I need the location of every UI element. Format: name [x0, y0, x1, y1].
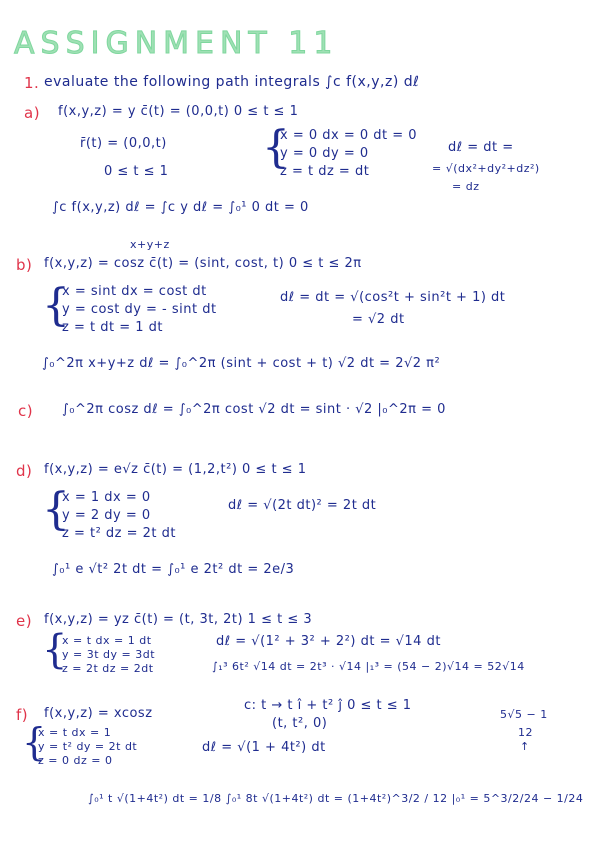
part-f-header: f(x,y,z) = xcosz: [44, 706, 153, 721]
part-d-param-y: y = 2 dy = 0: [62, 508, 151, 523]
part-a-header: f(x,y,z) = y c̄(t) = (0,0,t) 0 ≤ t ≤ 1: [58, 104, 299, 119]
part-d-label: d): [16, 462, 33, 480]
part-b-param-x: x = sint dx = cost dt: [62, 284, 207, 299]
part-a-brace: {: [262, 122, 290, 173]
part-a-result: ∫c f(x,y,z) dℓ = ∫c y dℓ = ∫₀¹ 0 dt = 0: [52, 200, 309, 215]
part-b-dl-2: = √2 dt: [352, 312, 405, 327]
part-f-brace: {: [22, 720, 47, 764]
part-a-dl-3: = dz: [452, 180, 480, 193]
part-d-result: ∫₀¹ e √t² 2t dt = ∫₀¹ e 2t² dt = 2e/3: [52, 562, 295, 577]
part-b-header: f(x,y,z) = cosz c̄(t) = (sint, cost, t) 0 ≤ t ≤ 2π: [44, 256, 362, 271]
part-f-curve: c: t → t î + t² ĵ 0 ≤ t ≤ 1: [244, 698, 412, 713]
part-d-param-z: z = t² dz = 2t dt: [62, 526, 177, 541]
part-b-param-z: z = t dt = 1 dt: [62, 320, 163, 335]
part-a-rt: r̄(t) = (0,0,t): [80, 136, 167, 151]
part-c-label: c): [18, 402, 34, 420]
part-a-dl-1: dℓ = dt =: [448, 140, 514, 155]
part-b-dl-1: dℓ = dt = √(cos²t + sin²t + 1) dt: [280, 290, 506, 305]
part-d-dl: dℓ = √(2t dt)² = 2t dt: [228, 498, 377, 513]
part-a-dl-2: = √(dx²+dy²+dz²): [432, 162, 540, 175]
part-e-dl: dℓ = √(1² + 3² + 2²) dt = √14 dt: [216, 634, 441, 649]
part-a-label: a): [24, 104, 41, 122]
part-f-param-z: z = 0 dz = 0: [38, 754, 113, 767]
part-f-param-x: x = t dx = 1: [38, 726, 112, 739]
part-b-param-y: y = cost dy = - sint dt: [62, 302, 217, 317]
part-e-header: f(x,y,z) = yz c̄(t) = (t, 3t, 2t) 1 ≤ t ≤ 3: [44, 612, 313, 627]
part-b-brace: {: [42, 280, 70, 331]
part-b-label: b): [16, 256, 33, 274]
part-b-result: ∫₀^2π x+y+z dℓ = ∫₀^2π (sint + cost + t) √2 dt = 2√2 π²: [42, 356, 441, 371]
part-e-param-z: z = 2t dz = 2dt: [62, 662, 154, 675]
part-d-header: f(x,y,z) = e√z c̄(t) = (1,2,t²) 0 ≤ t ≤ 1: [44, 462, 307, 477]
part-f-label: f): [16, 706, 29, 724]
prompt-number: 1.: [24, 74, 40, 92]
part-a-param-y: y = 0 dy = 0: [280, 146, 369, 161]
prompt-text: evaluate the following path integrals ∫c f(x,y,z) dℓ: [44, 74, 420, 90]
part-e-label: e): [16, 612, 33, 630]
up-arrow-icon: ↑: [520, 740, 530, 753]
part-e-param-y: y = 3t dy = 3dt: [62, 648, 156, 661]
part-c-result: ∫₀^2π cosz dℓ = ∫₀^2π cost √2 dt = sint · √2 |₀^2π = 0: [62, 402, 446, 417]
part-e-brace: {: [42, 627, 68, 673]
part-a-param-z: z = t dz = dt: [280, 164, 370, 179]
part-f-param-y: y = t² dy = 2t dt: [38, 740, 138, 753]
part-a-range: 0 ≤ t ≤ 1: [104, 164, 169, 179]
part-d-brace: {: [42, 484, 70, 535]
part-a-param-x: x = 0 dx = 0 dt = 0: [280, 128, 418, 143]
part-b-strike-note: x+y+z: [130, 238, 170, 251]
part-f-curve-point: (t, t², 0): [272, 716, 328, 731]
part-f-side-note-bottom: 12: [518, 726, 533, 739]
part-d-param-x: x = 1 dx = 0: [62, 490, 151, 505]
part-f-dl: dℓ = √(1 + 4t²) dt: [202, 740, 326, 755]
assignment-title: ASSIGNMENT 11: [14, 26, 339, 61]
part-e-param-x: x = t dx = 1 dt: [62, 634, 152, 647]
part-f-side-note-top: 5√5 − 1: [500, 708, 548, 721]
part-f-result: ∫₀¹ t √(1+4t²) dt = 1/8 ∫₀¹ 8t √(1+4t²) dt = (1+4t²)^3/2 / 12 |₀¹ = 5^3/2/24 − 1/24: [88, 792, 584, 805]
part-e-result: ∫₁³ 6t² √14 dt = 2t³ · √14 |₁³ = (54 − 2)√14 = 52√14: [212, 660, 525, 673]
